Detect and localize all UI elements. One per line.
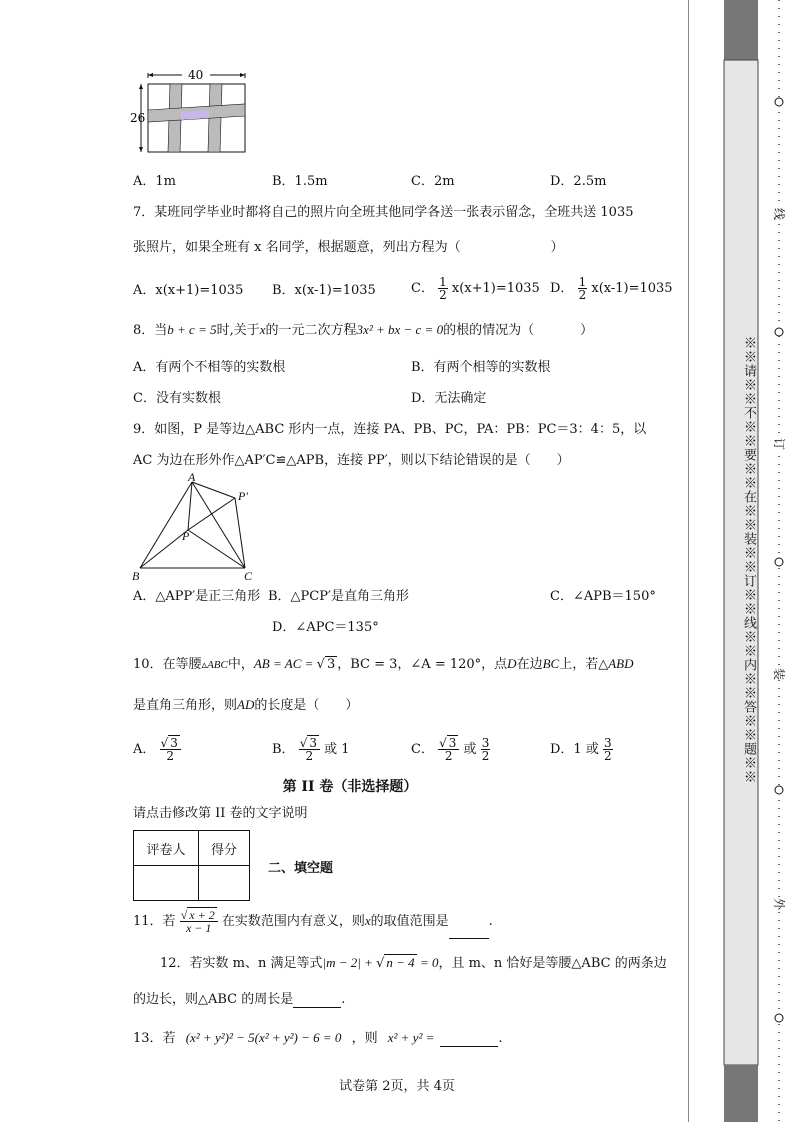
height-label: 26 bbox=[130, 111, 146, 125]
q7-option-c-eq: x(x+1)=1035 bbox=[451, 281, 540, 296]
label-line: 线 bbox=[772, 207, 787, 221]
q10-option-c: C． $\frac{√ 3}{2}$ 或 $\frac{3}{2}$ bbox=[411, 736, 490, 763]
q10-line2: 是直角三角形，则AD的长度是（ ） bbox=[133, 697, 359, 713]
binding-hole bbox=[775, 558, 783, 566]
q9-option-c: C．∠APB＝150° bbox=[550, 589, 656, 604]
q9-line2: AC 为边在形外作△AP′C≌△APB，连接 PP′，则以下结论错误的是（ ） bbox=[133, 453, 570, 468]
binding-hole bbox=[775, 98, 783, 106]
q6-option-a: A．1m bbox=[133, 174, 176, 189]
vertex-c: C bbox=[244, 569, 253, 583]
q12-answer-blank[interactable] bbox=[293, 993, 341, 1008]
part-two-note[interactable]: 请点击修改第 II 卷的文字说明 bbox=[133, 806, 308, 821]
point-p: P bbox=[182, 529, 190, 543]
grader-header: 评卷人 bbox=[134, 831, 199, 866]
q13: 13．若 (x² + y²)² − 5(x² + y²) − 6 = 0 ，则 x² + y² = . bbox=[133, 1030, 503, 1046]
binding-warning-text: ※※请※※不※※要※※在※※装※※订※※线※※内※※答※※题※※ bbox=[741, 336, 756, 784]
q10-option-a: A． $\frac{√ 3}{2}$ bbox=[133, 735, 181, 765]
grader-cell[interactable] bbox=[134, 866, 199, 901]
q9-option-b: B．△PCP′是直角三角形 bbox=[268, 589, 409, 604]
q7-option-d bbox=[550, 276, 673, 301]
q12-line1: 12．若实数 m、n 满足等式|m − 2| + √ n − 4 = 0，且 m、n 恰好是等腰△ABC 的两条边 bbox=[160, 955, 667, 971]
q7-line1: 7．某班同学毕业时都将自己的照片向全班其他同学各送一张表示留念，全班共送 1035 bbox=[133, 205, 634, 220]
binding-hole bbox=[775, 786, 783, 794]
q7-stem: 张照片，如果全班有 x 名同学，根据题意，列出方程为（ bbox=[133, 240, 461, 255]
label-bind: 装 bbox=[772, 667, 787, 681]
vertex-a: A bbox=[188, 472, 196, 484]
label-order: 订 bbox=[772, 437, 787, 451]
binding-hole bbox=[775, 1014, 783, 1022]
q8-option-b: B．有两个相等的实数根 bbox=[411, 360, 551, 375]
q9-option-d: D．∠APC＝135° bbox=[272, 620, 379, 635]
triangle-figure bbox=[130, 472, 270, 584]
score-table bbox=[133, 830, 250, 901]
section-title: 二、填空题 bbox=[268, 861, 334, 876]
q7-option-b: B．x(x-1)=1035 bbox=[272, 283, 376, 298]
score-cell[interactable] bbox=[199, 866, 250, 901]
q7-option-d-label: D． bbox=[550, 281, 574, 296]
q8-option-a: A．有两个不相等的实数根 bbox=[133, 360, 286, 375]
q13-answer-blank[interactable] bbox=[440, 1032, 498, 1047]
q10-option-d: D．1 或 $\frac{3}{2}$ bbox=[550, 736, 612, 763]
score-header: 得分 bbox=[199, 831, 250, 866]
vertex-b: B bbox=[132, 569, 140, 583]
point-p-prime: P′ bbox=[238, 489, 248, 503]
q7-line2 bbox=[133, 240, 564, 256]
q6-option-b: B．1.5m bbox=[272, 174, 328, 189]
sqrt3-over-2: $\frac{√ 3}{2}$ bbox=[438, 737, 459, 762]
page-footer: 试卷第 2页，共 4页 bbox=[339, 1079, 455, 1094]
q7-option-c bbox=[411, 276, 540, 301]
half-fraction: $\frac{1}{2}$ bbox=[578, 275, 587, 302]
q8-stem: 8．当b + c = 5时,关于x的一元二次方程3x² + bx − c = 0的根的情况为（ ） bbox=[133, 322, 594, 338]
cut-line bbox=[771, 0, 787, 1122]
q9-option-a: A．△APP′是正三角形 bbox=[133, 589, 261, 604]
q7-option-c-label: C． bbox=[411, 281, 434, 296]
sqrt3-over-2: $\frac{√ 3}{2}$ bbox=[299, 737, 320, 762]
q6-option-c: C．2m bbox=[411, 174, 455, 189]
road-rectangle-figure bbox=[130, 68, 250, 158]
q6-option-d: D．2.5m bbox=[550, 174, 607, 189]
q10-option-b: B． $\frac{√ 3}{2}$ 或 1 bbox=[272, 736, 350, 763]
binding-hole bbox=[775, 328, 783, 336]
q11-answer-blank[interactable] bbox=[449, 916, 489, 939]
q11: 11．若 $\frac{√ x + 2}{x - 1}$ 在实数范围内有意义，则x的取值范围是 . bbox=[133, 904, 493, 938]
label-outer: 外 bbox=[772, 897, 787, 911]
q7-close: ） bbox=[550, 240, 564, 255]
three-over-two: $\frac{3}{2}$ bbox=[603, 736, 612, 763]
width-label: 40 bbox=[188, 68, 204, 82]
q10-line1: 10．在等腰▵ABC中，AB = AC = √ 3 ，BC = 3，∠A = 120°，点D在边BC上，若△ABD bbox=[133, 656, 634, 672]
q9-line1: 9．如图，P 是等边△ABC 形内一点，连接 PA、PB、PC，PA：PB：PC＝3：4：5，以 bbox=[133, 422, 647, 437]
q8-option-d: D．无法确定 bbox=[411, 391, 487, 406]
three-over-two: $\frac{3}{2}$ bbox=[481, 736, 490, 763]
half-fraction: $\frac{1}{2}$ bbox=[439, 275, 447, 302]
part-two-title: 第 II 卷（非选择题） bbox=[282, 779, 418, 795]
q7-option-a: A．x(x+1)=1035 bbox=[133, 283, 244, 298]
q8-option-c: C．没有实数根 bbox=[133, 391, 221, 406]
q7-option-d-eq: x(x-1)=1035 bbox=[591, 281, 673, 296]
q11-fraction: $\frac{√ x + 2}{x - 1}$ bbox=[180, 909, 218, 934]
sqrt3-over-2: $\frac{√ 3}{2}$ bbox=[160, 737, 181, 762]
q12-line2: 的边长，则△ABC 的周长是 . bbox=[133, 992, 346, 1007]
